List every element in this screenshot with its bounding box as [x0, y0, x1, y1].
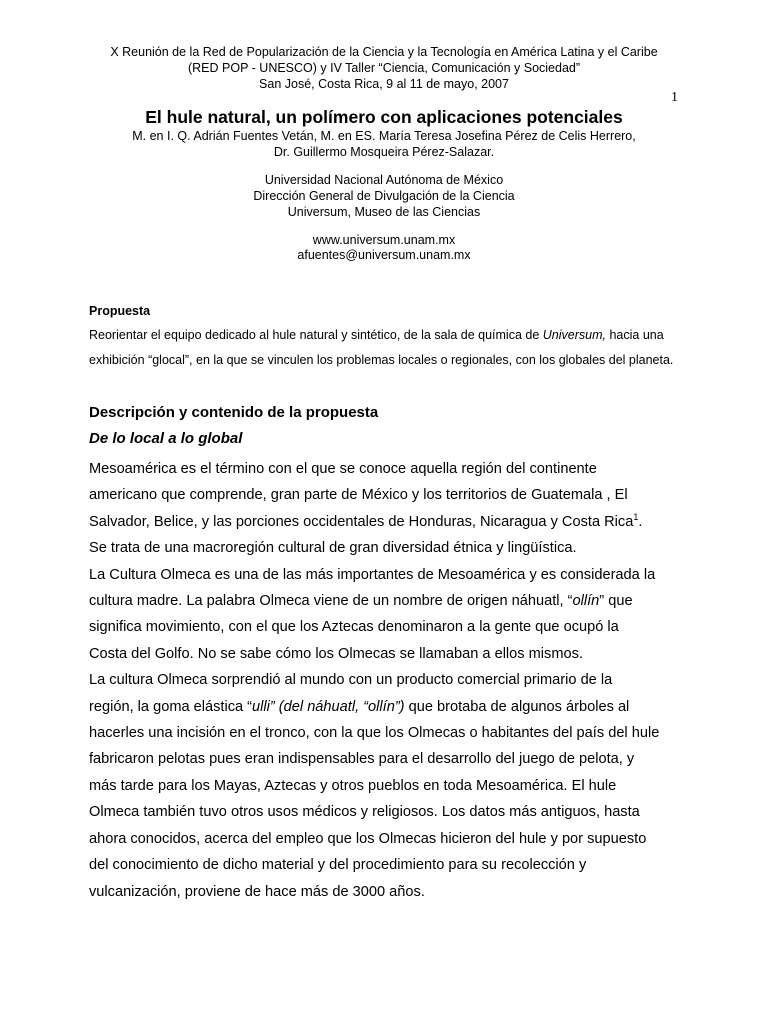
- header-line: (RED POP - UNESCO) y IV Taller “Ciencia, Comunicación y Sociedad”: [187, 61, 581, 75]
- website-link[interactable]: www.universum.unam.mx: [312, 233, 456, 247]
- text-run: .: [638, 513, 643, 530]
- affiliation-line: Universidad Nacional Autónoma de México: [264, 173, 504, 187]
- body-line: hacerles una incisión en el tronco, con la que los Olmecas o habitantes del país del hule: [89, 725, 660, 742]
- text-run: hacia una: [605, 328, 664, 342]
- page-number: 1: [671, 90, 678, 105]
- authors-line: M. en I. Q. Adrián Fuentes Vetán, M. en ES. María Teresa Josefina Pérez de Celis Herrero,: [132, 129, 636, 143]
- body-line: Mesoamérica es el término con el que se conoce aquella región del continente: [89, 461, 597, 477]
- body-line: vulcanización, proviene de hace más de 3000 años.: [89, 883, 425, 900]
- body-line: [89, 509, 689, 535]
- footnote-marker[interactable]: 1: [633, 511, 639, 522]
- body-line: del conocimiento de dicho material y del procedimiento para su recolección y: [89, 857, 587, 874]
- body-text: [89, 456, 689, 905]
- affiliation-line: Universum, Museo de las Ciencias: [287, 205, 481, 219]
- body-line: Costa del Golfo. No se sabe cómo los Olmecas se llamaban a ellos mismos.: [89, 645, 583, 662]
- body-line: [89, 588, 689, 614]
- email-link[interactable]: afuentes@universum.unam.mx: [297, 248, 471, 262]
- text-run: cultura madre. La palabra Olmeca viene de un nombre de origen náhuatl, “: [89, 593, 573, 610]
- body-line: significa movimiento, con el que los Aztecas denominaron a la gente que ocupó la: [89, 619, 619, 636]
- text-run-italic: ulli” (del náhuatl, “ollín”): [252, 698, 405, 715]
- propuesta-line: exhibición “glocal”, en la que se vinculen los problemas locales o regionales, con los globales del planeta.: [89, 353, 674, 367]
- text-run-italic: ollín: [572, 593, 600, 610]
- body-line: más tarde para los Mayas, Aztecas y otros pueblos en toda Mesoamérica. El hule: [89, 777, 617, 794]
- affiliation-line: Dirección General de Divulgación de la Ciencia: [253, 189, 515, 203]
- section-heading: Descripción y contenido de la propuesta: [89, 404, 379, 421]
- body-line: americano que comprende, gran parte de México y los territorios de Guatemala , El: [89, 487, 628, 504]
- text-run: que brotaba de algunos árboles al: [404, 698, 630, 715]
- authors-line: Dr. Guillermo Mosqueira Pérez-Salazar.: [273, 145, 495, 159]
- text-run: ” que: [599, 593, 633, 610]
- text-run: región, la goma elástica “: [89, 698, 253, 715]
- propuesta-line: [89, 323, 709, 348]
- body-line: Olmeca también tuvo otros usos médicos y religiosos. Los datos más antiguos, hasta: [89, 804, 640, 821]
- body-line: fabricaron pelotas pues eran indispensables para el desarrollo del juego de pelota, y: [89, 751, 635, 768]
- text-run: Reorientar el equipo dedicado al hule natural y sintético, de la sala de química de: [89, 328, 543, 342]
- body-line: ahora conocidos, acerca del empleo que los Olmecas hicieron del hule y por supuesto: [89, 830, 647, 847]
- propuesta-text: [89, 323, 709, 373]
- body-line: Se trata de una macroregión cultural de gran diversidad étnica y lingüística.: [89, 540, 577, 557]
- text-run: Salvador, Belice, y las porciones occidentales de Honduras, Nicaragua y Costa Rica: [89, 513, 634, 530]
- paper-title: El hule natural, un polímero con aplicaciones potenciales: [145, 107, 623, 127]
- conference-header: [0, 44, 768, 92]
- body-line: La Cultura Olmeca es una de las más importantes de Mesoamérica y es considerada la: [89, 566, 656, 583]
- text-run-italic: Universum,: [542, 328, 606, 342]
- affiliation: [0, 172, 768, 220]
- header-line: San José, Costa Rica, 9 al 11 de mayo, 2007: [259, 77, 509, 91]
- body-line: [89, 694, 689, 720]
- authors: [0, 128, 768, 160]
- header-line: X Reunión de la Red de Popularización de la Ciencia y la Tecnología en América Latina y el Caribe: [110, 45, 658, 59]
- subsection-heading: De lo local a lo global: [89, 430, 243, 447]
- body-line: La cultura Olmeca sorprendió al mundo con un producto comercial primario de la: [89, 672, 613, 689]
- propuesta-heading: Propuesta: [89, 304, 151, 318]
- contact-info: [0, 233, 768, 263]
